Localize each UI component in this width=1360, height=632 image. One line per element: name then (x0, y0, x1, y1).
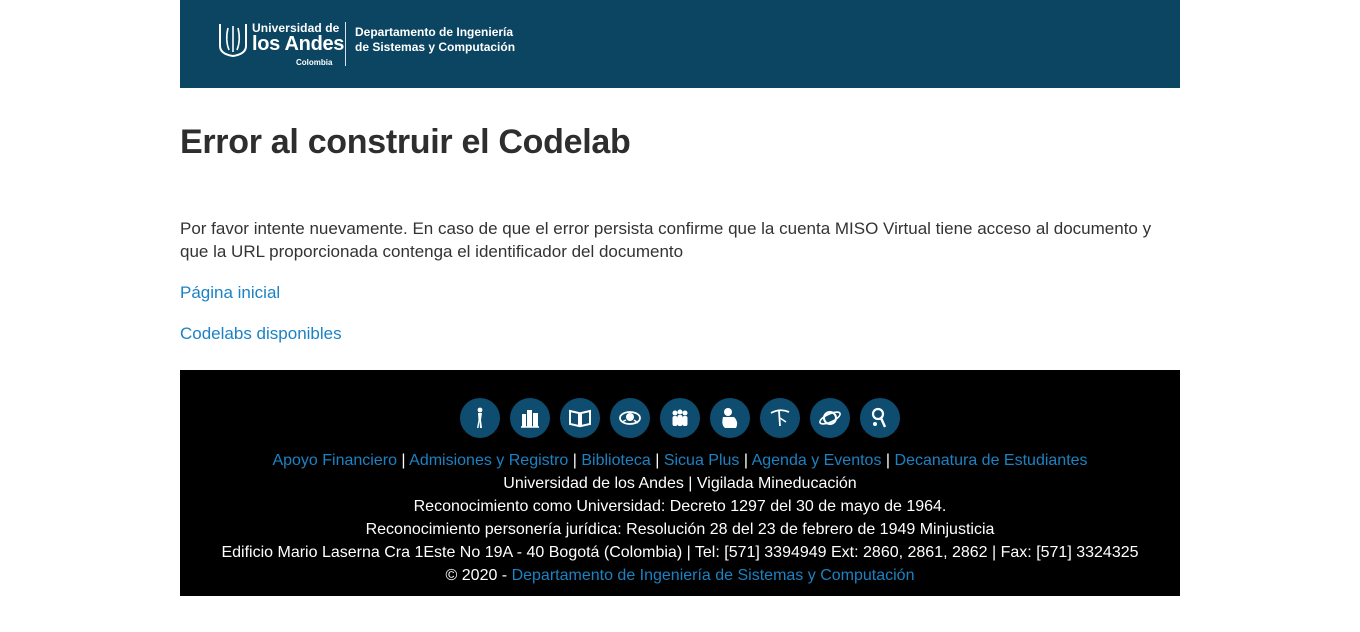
university-country: Colombia (296, 58, 333, 67)
footer-copyright (180, 564, 1180, 587)
page-title: Error al construir el Codelab (180, 123, 631, 161)
university-name-line2: los Andes (252, 33, 345, 55)
site-footer (180, 370, 1180, 596)
people-icon[interactable] (660, 398, 700, 438)
footer-text (180, 449, 1180, 587)
planet-icon[interactable] (810, 398, 850, 438)
copyright-prefix: © 2020 - (445, 567, 512, 584)
page-container (180, 0, 1180, 584)
footer-link-events[interactable]: Agenda y Eventos (751, 452, 882, 469)
footer-icon-row (180, 398, 1180, 438)
home-link[interactable]: Página inicial (180, 283, 281, 302)
person-icon[interactable] (460, 398, 500, 438)
footer-address-line: Edificio Mario Laserna Cra 1Este No 19A - 40 Bogotá (Colombia) | Tel: [571] 3394949 Ext: 2860, 2861, 2862 | Fax: [571] 3324325 (221, 544, 1139, 561)
footer-links (180, 449, 1180, 472)
logo-divider (345, 22, 346, 66)
department-name-line2: de Sistemas y Computación (355, 40, 516, 54)
compass-icon[interactable] (760, 398, 800, 438)
university-logo-icon[interactable] (216, 20, 250, 58)
department-name (355, 25, 515, 55)
footer-link-admissions[interactable]: Admisiones y Registro (409, 452, 569, 469)
department-name-line1: Departamento de Ingeniería (355, 25, 514, 39)
footer-link-financial-aid[interactable]: Apoyo Financiero (272, 452, 397, 469)
magnifier-icon[interactable] (860, 398, 900, 438)
university-name-line1: Universidad de (252, 21, 340, 35)
error-message: Por favor intente nuevamente. En caso de que el error persista confirme que la cuenta MISO Virtual tiene acceso al documento y que la URL proporcionada contenga el identificador del documento (180, 219, 1152, 261)
site-header (180, 0, 1180, 88)
footer-link-student-deanship[interactable]: Decanatura de Estudiantes (894, 452, 1088, 469)
available-codelabs-link[interactable]: Codelabs disponibles (180, 324, 342, 343)
globe-icon[interactable] (610, 398, 650, 438)
footer-university-line: Universidad de los Andes | Vigilada Mineducación (503, 475, 857, 492)
buildings-icon[interactable] (510, 398, 550, 438)
footer-recognition-line: Reconocimiento como Universidad: Decreto 1297 del 30 de mayo de 1964. (413, 498, 947, 515)
footer-legal-line: Reconocimiento personería jurídica: Resolución 28 del 23 de febrero de 1949 Minjusticia (365, 521, 995, 538)
footer-separator: | (743, 452, 749, 469)
department-link[interactable]: Departamento de Ingeniería de Sistemas y Computación (511, 567, 915, 584)
footer-separator: | (572, 452, 577, 469)
thinker-icon[interactable] (710, 398, 750, 438)
footer-separator: | (401, 452, 406, 469)
book-icon[interactable] (560, 398, 600, 438)
footer-separator: | (885, 452, 891, 469)
footer-link-sicua-plus[interactable]: Sicua Plus (663, 452, 740, 469)
footer-link-library[interactable]: Biblioteca (581, 452, 651, 469)
footer-separator: | (655, 452, 660, 469)
